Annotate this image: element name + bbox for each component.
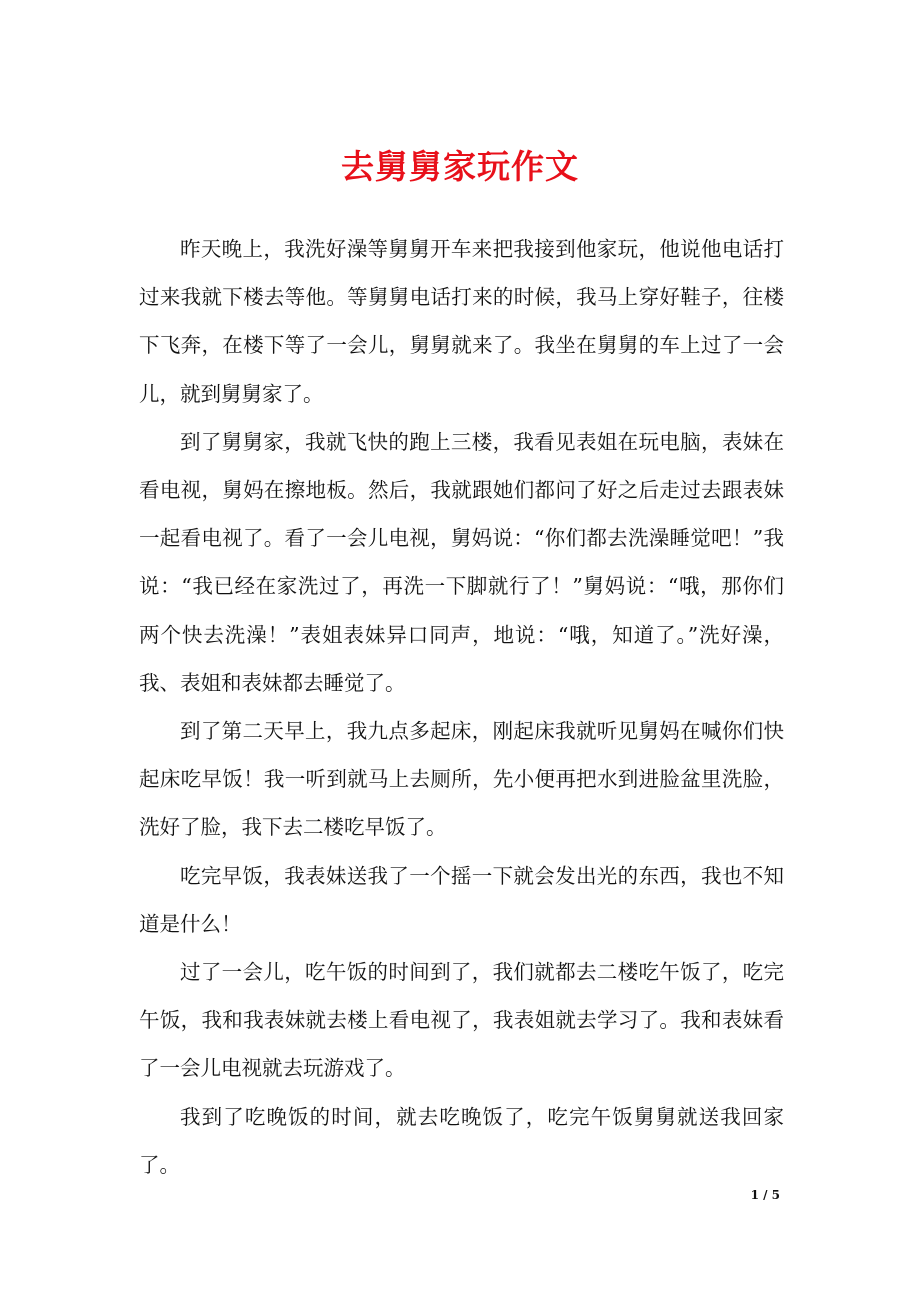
paragraph: 过了一会儿，吃午饭的时间到了，我们就都去二楼吃午饭了，吃完午饭，我和我表妹就去楼上看电视了，我表姐就去学习了。我和表妹看了一会儿电视就去玩游戏了。: [139, 960, 784, 1081]
paragraph: 我到了吃晚饭的时间，就去吃晚饭了，吃完午饭舅舅就送我回家了。: [139, 1104, 784, 1177]
paragraph: 昨天晚上，我洗好澡等舅舅开车来把我接到他家玩，他说他电话打过来我就下楼去等他。等舅舅电话打来的时候，我马上穿好鞋子，往楼下飞奔，在楼下等了一会儿，舅舅就来了。我坐在舅舅的车上过了一会儿，就到舅舅家了。: [139, 237, 784, 406]
paragraph: 吃完早饭，我表妹送我了一个摇一下就会发出光的东西，我也不知道是什么！: [139, 863, 784, 936]
document-body: [139, 225, 784, 1189]
paragraph: 到了第二天早上，我九点多起床，刚起床我就听见舅妈在喊你们快起床吃早饭！我一听到就马上去厕所，先小便再把水到进脸盆里洗脸，洗好了脸，我下去二楼吃早饭了。: [139, 719, 784, 840]
page-number: 1 / 5: [750, 1188, 780, 1202]
document-title: 去舅舅家玩作文: [341, 147, 579, 186]
paragraph: 到了舅舅家，我就飞快的跑上三楼，我看见表姐在玩电脑，表妹在看电视，舅妈在擦地板。然后，我就跟她们都问了好之后走过去跟表妹一起看电视了。看了一会儿电视，舅妈说：“你们都去洗澡睡觉吧！”我说：“我已经在家洗过了，再洗一下脚就行了！”舅妈说：“哦，那你们两个快去洗澡！”表姐表妹异口同声，地说：“哦，知道了。”洗好澡，我、表姐和表妹都去睡觉了。: [139, 429, 784, 695]
